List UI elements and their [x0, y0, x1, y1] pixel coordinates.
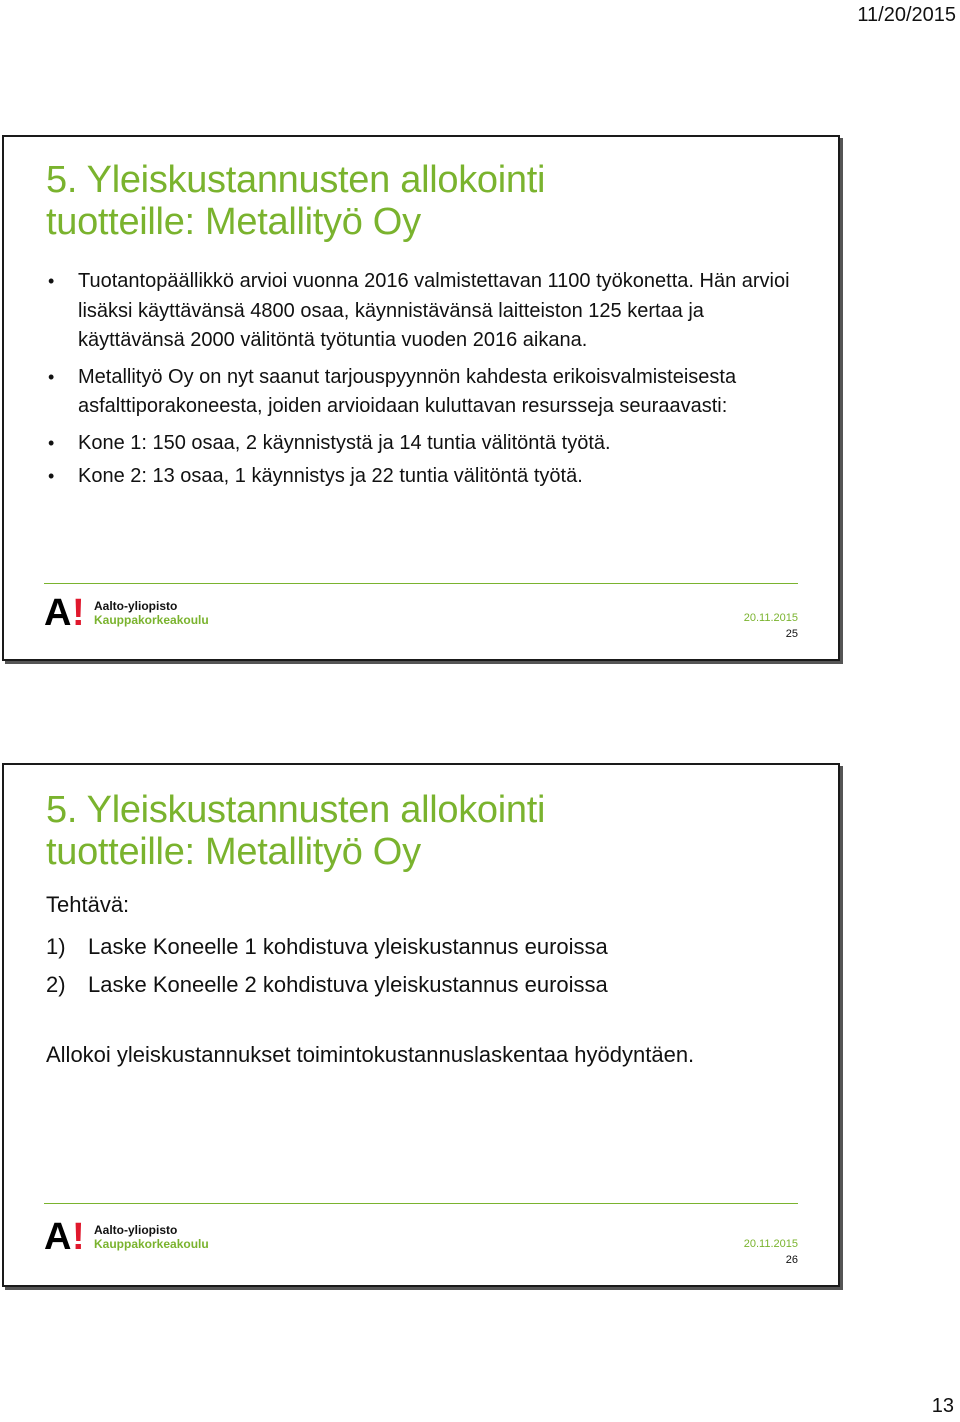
- slide-title-line1: 5. Yleiskustannusten allokointi: [46, 789, 546, 831]
- slide-26: [2, 763, 840, 1287]
- logo-exclamation: !: [72, 1216, 85, 1258]
- slide-footer-meta: [744, 610, 798, 642]
- slide-title: [46, 789, 545, 873]
- task-item: [46, 970, 798, 1000]
- footer-divider: [44, 583, 798, 584]
- task-heading: Tehtävä:: [46, 892, 130, 917]
- footer-divider: [44, 1203, 798, 1204]
- slide-number: 25: [785, 628, 798, 640]
- bullet-item: • Metallityö Oy on nyt saanut tarjouspyynnön kahdesta erikoisvalmisteisesta asfalttiporakoneesta, joiden arvioidaan kuluttavan resursseja seuraavasti:: [48, 363, 798, 422]
- slide-footer-date: 20.11.2015: [743, 1238, 798, 1250]
- aalto-logo: [44, 1216, 209, 1258]
- task-number: 2): [46, 972, 66, 997]
- slide-title-line1: 5. Yleiskustannusten allokointi: [46, 159, 546, 201]
- slide-title-line2: tuotteille: Metallityö Oy: [46, 201, 421, 243]
- slide-title: [46, 159, 545, 243]
- page-number: 13: [931, 1395, 954, 1417]
- logo-letter: A: [44, 1216, 72, 1258]
- aalto-logo-mark: [44, 592, 88, 634]
- bullet-item: • Kone 1: 150 osaa, 2 käynnistystä ja 14 tuntia välitöntä työtä.: [48, 429, 798, 459]
- logo-letter: A: [44, 592, 72, 634]
- logo-university-name: Aalto-yliopisto: [94, 599, 178, 613]
- task-number: 1): [46, 934, 66, 959]
- bullet-item: • Kone 2: 13 osaa, 1 käynnistys ja 22 tuntia välitöntä työtä.: [48, 462, 798, 492]
- page-date: 11/20/2015: [857, 4, 956, 26]
- slide-25: [2, 135, 840, 661]
- logo-university-name: Aalto-yliopisto: [94, 1223, 178, 1237]
- logo-school-name: Kauppakorkeakoulu: [94, 1237, 209, 1251]
- logo-exclamation: !: [72, 592, 85, 634]
- task-note: Allokoi yleiskustannukset toimintokustannuslaskentaa hyödyntäen.: [46, 1042, 695, 1067]
- slide-number: 26: [785, 1254, 798, 1266]
- aalto-logo-mark: [44, 1216, 88, 1258]
- aalto-logo: [44, 592, 209, 634]
- task-block: [46, 890, 798, 1070]
- slide-title-line2: tuotteille: Metallityö Oy: [46, 831, 421, 873]
- task-text: Laske Koneelle 1 kohdistuva yleiskustannus euroissa: [88, 934, 608, 959]
- slide-footer-meta: [744, 1236, 798, 1268]
- slide-footer-date: 20.11.2015: [743, 612, 798, 624]
- bullet-list: [48, 267, 798, 499]
- logo-school-name: Kauppakorkeakoulu: [94, 613, 209, 627]
- task-item: [46, 932, 798, 962]
- bullet-item: • Tuotantopäällikkö arvioi vuonna 2016 valmistettavan 1100 työkonetta. Hän arvioi lisäksi käyttävänsä 4800 osaa, käynnistävänsä laitteiston 125 kertaa ja käyttävänsä 2000 välitöntä työtuntia vuoden 2016 aikana.: [48, 267, 798, 356]
- task-text: Laske Koneelle 2 kohdistuva yleiskustannus euroissa: [88, 972, 608, 997]
